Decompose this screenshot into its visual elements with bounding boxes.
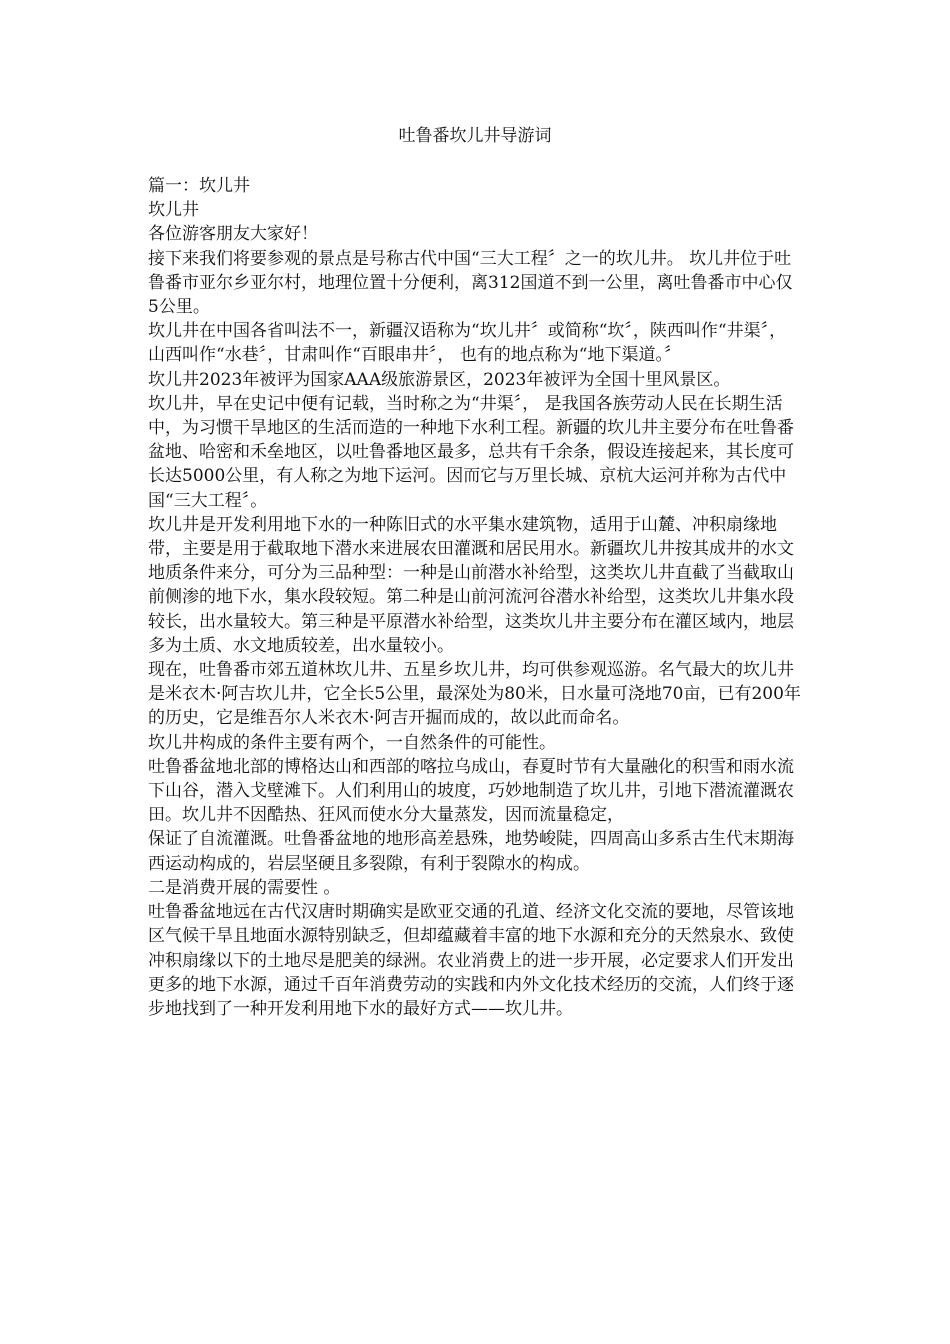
paragraph: 篇一：坎儿井 <box>148 176 250 196</box>
paragraph: 吐鲁番盆地北部的博格达山和西部的喀拉乌成山，春夏时节有大量融化的积雪和雨水流下山谷，潜入戈壁滩下。人们利用山的坡度，巧妙地制造了坎儿井，引地下潜流灌溉农田。坎儿井不因酷热、狂风而使水分大量蒸发，因而流量稳定， <box>148 756 794 826</box>
paragraph: 二是消费开展的需要性 。 <box>148 877 341 898</box>
paragraph: 坎儿井 <box>148 200 199 221</box>
paragraph: 坎儿井构成的条件主要有两个，一自然条件的可能性。 <box>148 732 556 753</box>
document-body <box>148 174 802 1021</box>
paragraph: 坎儿井，早在史记中便有记载，当时称之为“井渠〞， 是我国各族劳动人民在长期生活中，为习惯干旱地区的生活而造的一种地下水利工程。新疆的坎儿井主要分布在吐鲁番盆地、哈密和禾垒地区，以吐鲁番地区最多，总共有千余条，假设连接起来，其长度可长达5000公里，有人称之为地下运河。因而它与万里长城、京杭大运河并称为古代中国“三大工程〞。 <box>148 393 794 511</box>
paragraph: 坎儿井在中国各省叫法不一，新疆汉语称为“坎儿井〞或简称“坎〞，陕西叫作“井渠〞， 山西叫作“水巷〞，甘肃叫作“百眼串井〞， 也有的地点称为“地下渠道。〞 <box>148 321 787 366</box>
paragraph: 保证了自流灌溉。吐鲁番盆地的地形高差悬殊，地势峻陡，四周高山多系古生代末期海西运动构成的，岩层坚硬且多裂隙，有利于裂隙水的构成。 <box>148 829 794 874</box>
paragraph: 坎儿井是开发利用地下水的一种陈旧式的水平集水建筑物，适用于山麓、冲积扇缘地带，主要是用于截取地下潜水来进展农田灌溉和居民用水。新疆坎儿井按其成井的水文地质条件来分，可分为三品种型：一种是山前潜水补给型，这类坎儿井直截了当截取山前侧渗的地下水，集水段较短。第二种是山前河流河谷潜水补给型，这类坎儿井集水段较长，出水量较大。第三种是平原潜水补给型，这类坎儿井主要分布在灌区域内，地层多为土质、水文地质较差，出水量较小。 <box>148 514 794 656</box>
paragraph: 各位游客朋友大家好！ <box>148 224 318 245</box>
paragraph: 吐鲁番盆地远在古代汉唐时期确实是欧亚交通的孔道、经济文化交流的要地，尽管该地区气候干旱且地面水源特别缺乏，但却蕴藏着丰富的地下水源和充分的天然泉水、致使冲积扇缘以下的土地尽是肥美的绿洲。农业消费上的进一步开展，必定要求人们开发出更多的地下水源，通过千百年消费劳动的实践和内外文化技术经历的交流，人们终于逐步地找到了一种开发利用地下水的最好方式——坎儿井。 <box>148 902 794 1019</box>
document-title: 吐鲁番坎儿井导游词 <box>398 126 552 146</box>
paragraph: 现在，吐鲁番市郊五道林坎儿井、五星乡坎儿井，均可供参观巡游。名气最大的坎儿井是米衣木·阿吉坎儿井，它全长5公里，最深处为80米，日水量可浇地70亩，已有200年的历史，它是维吾尔人米衣木·阿吉开掘而成的，故以此而命名。 <box>148 660 801 729</box>
paragraph: 坎儿井2023年被评为国家AAA级旅游景区，2023年被评为全国十里风景区。 <box>148 369 731 390</box>
paragraph: 接下来我们将要参观的景点是号称古代中国“三大工程〞之一的坎儿井。 坎儿井位于吐鲁番市亚尔乡亚尔村，地理位置十分便利，离312国道不到一公里，离吐鲁番市中心仅5公里。 <box>148 248 793 318</box>
